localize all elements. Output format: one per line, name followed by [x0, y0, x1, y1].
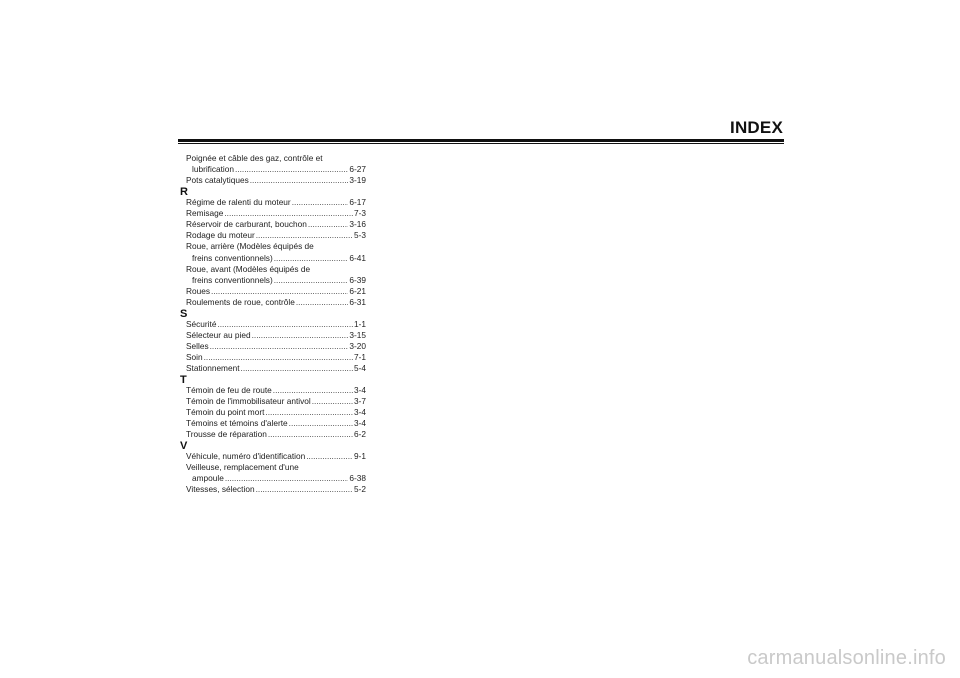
index-entry-page: 3-4 — [354, 384, 366, 395]
leader-dots — [268, 429, 353, 440]
index-entry-page: 3-19 — [349, 175, 366, 186]
index-entry-text: lubrification — [192, 164, 234, 175]
index-entry — [180, 286, 366, 297]
index-column — [180, 153, 366, 495]
leader-dots — [292, 197, 349, 208]
index-entry-text: freins conventionnels) — [192, 275, 273, 286]
leader-dots — [308, 219, 349, 230]
index-entry-text: Roues — [186, 286, 210, 297]
leader-dots — [235, 164, 348, 175]
index-entry-page: 3-20 — [349, 341, 366, 352]
index-entry-page: 1-1 — [354, 318, 366, 329]
index-entry-text: Trousse de réparation — [186, 429, 267, 440]
index-entry-text: Selles — [186, 341, 209, 352]
index-entry-text: Témoin du point mort — [186, 407, 265, 418]
index-entry-page: 6-39 — [349, 275, 366, 286]
leader-dots — [204, 352, 353, 363]
index-entry-text: Pots catalytiques — [186, 175, 249, 186]
index-entry — [180, 462, 366, 484]
index-entry-text: Stationnement — [186, 363, 240, 374]
index-entry-text: Roue, arrière (Modèles équipés de — [186, 241, 314, 252]
index-entry — [180, 208, 366, 219]
index-entry-page: 5-3 — [354, 230, 366, 241]
leader-dots — [273, 385, 353, 396]
index-entry-text: Réservoir de carburant, bouchon — [186, 219, 307, 230]
index-entry — [180, 385, 366, 396]
section-letter: V — [180, 439, 188, 452]
watermark: carmanualsonline.info — [747, 647, 946, 669]
index-entry — [180, 418, 366, 429]
index-entry-text: Roulements de roue, contrôle — [186, 297, 295, 308]
index-entry-page: 6-21 — [349, 286, 366, 297]
index-entry-page: 3-4 — [354, 418, 366, 429]
index-entry-text: Soin — [186, 352, 203, 363]
index-entry — [180, 153, 366, 175]
index-entry-page: 5-2 — [354, 484, 366, 495]
index-entry-text: Témoin de feu de route — [186, 384, 272, 395]
index-entry-text: Roue, avant (Modèles équipés de — [186, 263, 311, 274]
index-entry — [180, 484, 366, 495]
index-entry — [180, 341, 366, 352]
index-entry — [180, 264, 366, 286]
index-entry-page: 5-4 — [354, 363, 366, 374]
leader-dots — [252, 330, 349, 341]
index-entry-page: 6-38 — [349, 473, 366, 484]
index-entry — [180, 219, 366, 230]
page-title: INDEX — [730, 118, 783, 137]
index-entry-text: Sélecteur au pied — [186, 329, 251, 340]
section-letter: R — [180, 185, 188, 198]
index-entry-page: 6-41 — [349, 252, 366, 263]
index-entry — [180, 230, 366, 241]
leader-dots — [211, 286, 348, 297]
leader-dots — [224, 208, 353, 219]
index-entry-text: Témoin de l'immobilisateur antivol — [186, 395, 311, 406]
index-entry-page: 3-16 — [349, 219, 366, 230]
leader-dots — [210, 341, 349, 352]
leader-dots — [265, 407, 353, 418]
index-entry — [180, 175, 366, 186]
index-entry-page: 7-3 — [354, 207, 366, 218]
leader-dots — [256, 230, 353, 241]
index-entry-text: freins conventionnels) — [192, 252, 273, 263]
header-rule-thin — [178, 143, 784, 144]
index-entry-text: Rodage du moteur — [186, 230, 255, 241]
index-entry-text: Témoins et témoins d'alerte — [186, 418, 288, 429]
index-entry — [180, 352, 366, 363]
leader-dots — [217, 319, 353, 330]
index-entry — [180, 197, 366, 208]
index-entry — [180, 319, 366, 330]
section-letter: S — [180, 307, 188, 320]
index-entry-page: 7-1 — [354, 352, 366, 363]
index-entry — [180, 330, 366, 341]
index-entry — [180, 451, 366, 462]
index-entry-text: ampoule — [192, 473, 224, 484]
index-entry-page: 6-17 — [349, 196, 366, 207]
index-entry — [180, 429, 366, 440]
leader-dots — [241, 363, 353, 374]
index-entry — [180, 407, 366, 418]
leader-dots — [306, 451, 353, 462]
index-entry-page: 3-4 — [354, 407, 366, 418]
index-entry — [180, 297, 366, 308]
leader-dots — [274, 253, 349, 264]
index-entry-text: Vitesses, sélection — [186, 484, 255, 495]
header-rule — [178, 139, 784, 142]
leader-dots — [250, 175, 349, 186]
index-entry — [180, 396, 366, 407]
index-entry-page: 6-2 — [354, 429, 366, 440]
index-entry-text: Remisage — [186, 207, 224, 218]
index-entry — [180, 363, 366, 374]
index-entry-page: 3-7 — [354, 395, 366, 406]
index-entry-text: Sécurité — [186, 318, 217, 329]
section-letter: T — [180, 373, 187, 386]
index-entry-page: 6-27 — [349, 164, 366, 175]
leader-dots — [312, 396, 353, 407]
leader-dots — [274, 275, 349, 286]
index-entry-page: 6-31 — [349, 297, 366, 308]
index-entry-page: 3-15 — [349, 329, 366, 340]
index-entry-text: Régime de ralenti du moteur — [186, 196, 291, 207]
leader-dots — [225, 473, 349, 484]
leader-dots — [296, 297, 349, 308]
index-entry — [180, 241, 366, 263]
index-entry-text: Poignée et câble des gaz, contrôle et — [186, 153, 323, 163]
leader-dots — [289, 418, 353, 429]
index-entry-text: Véhicule, numéro d'identification — [186, 450, 306, 461]
index-entry-text: Veilleuse, remplacement d'une — [186, 461, 299, 472]
index-entry-page: 9-1 — [354, 450, 366, 461]
leader-dots — [256, 484, 353, 495]
